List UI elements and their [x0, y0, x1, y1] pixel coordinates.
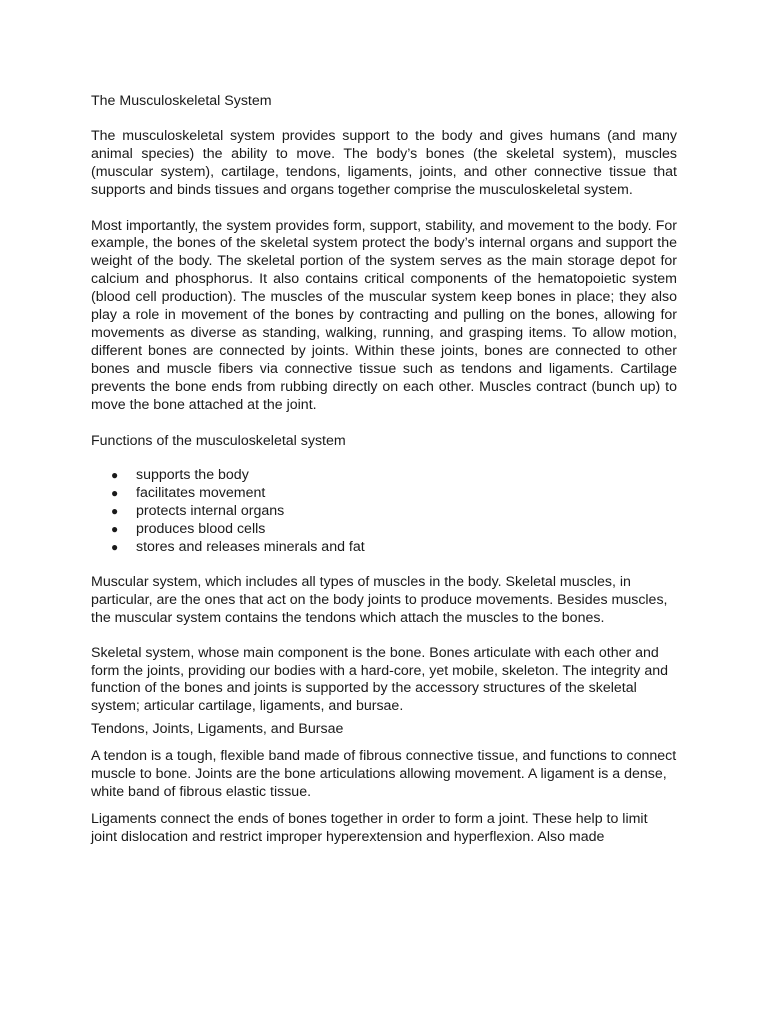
- skeletal-paragraph: Skeletal system, whose main component is the bone. Bones articulate with each other and form the joints, providing our bodies with a hard-core, yet mobile, skeleton. The integrity and function of the bones and joints is supported by the accessory structures of the skeletal system; articular cartilage, ligaments, and bursae.: [91, 644, 668, 715]
- bullet-icon: ●: [111, 486, 119, 501]
- bullet-icon: ●: [111, 540, 119, 555]
- list-item: ● facilitates movement: [111, 485, 266, 502]
- list-item: ● supports the body: [111, 467, 249, 484]
- muscular-paragraph: Muscular system, which includes all types of muscles in the body. Skeletal muscles, in particular, are the ones that act on the body joints to produce movements. Besides muscles, the muscular system contains the tendons which attach the muscles to the bones.: [91, 573, 668, 626]
- bullet-icon: ●: [111, 522, 119, 537]
- list-item: ● protects internal organs: [111, 503, 285, 520]
- bullet-icon: ●: [111, 504, 119, 519]
- list-item: ● produces blood cells: [111, 521, 266, 538]
- bullet-icon: ●: [111, 468, 119, 483]
- tendon-paragraph: A tendon is a tough, flexible band made of fibrous connective tissue, and functions to connect muscle to bone. Joints are the bone articulations allowing movement. A ligament is a dense, white band of fibrous elastic tissue.: [91, 748, 677, 800]
- functions-heading: Functions of the musculoskeletal system: [91, 432, 346, 449]
- intro-paragraph: The musculoskeletal system provides support to the body and gives humans (and many animal species) the ability to move. The body’s bones (the skeletal system), muscles (muscular system), cartilage, tendons, ligaments, joints, and other connective tissue that supports and binds tissues and organs together comprise the musculoskeletal system.: [91, 127, 677, 198]
- document-page: [91, 93, 677, 847]
- list-item: ● stores and releases minerals and fat: [111, 539, 365, 556]
- tendons-joints-heading: Tendons, Joints, Ligaments, and Bursae: [91, 721, 344, 738]
- document-title: The Musculoskeletal System: [91, 93, 272, 109]
- functions-list: [91, 467, 677, 557]
- importance-paragraph: Most importantly, the system provides form, support, stability, and movement to the body. For example, the bones of the skeletal system protect the body’s internal organs and support the weight of the body. The skeletal portion of the system serves as the main storage depot for calcium and phosphorus. It also contains critical components of the hematopoietic system (blood cell production). The muscles of the muscular system keep bones in place; they also play a role in movement of the bones by contracting and pulling on the bones, allowing for movements as diverse as standing, walking, running, and grasping items. To allow motion, different bones are connected by joints. Within these joints, bones are connected to other bones and muscle fibers via connective tissue such as tendons and ligaments. Cartilage prevents the bone ends from rubbing directly on each other. Muscles contract (bunch up) to move the bone attached at the joint.: [91, 217, 677, 413]
- ligaments-paragraph: Ligaments connect the ends of bones together in order to form a joint. These help to limit joint dislocation and restrict improper hyperextension and hyperflexion. Also made: [91, 810, 648, 845]
